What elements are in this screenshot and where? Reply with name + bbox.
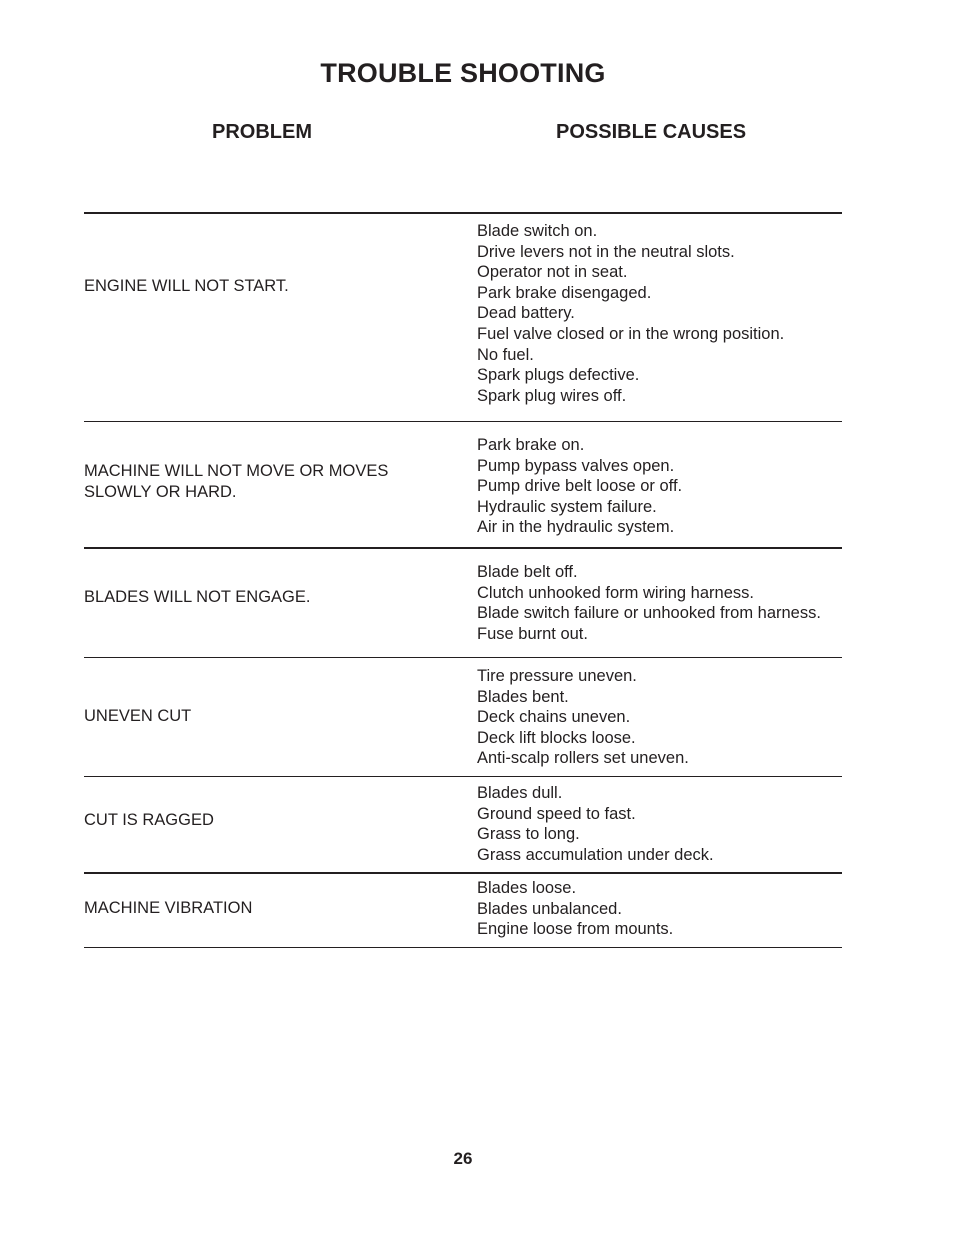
problem-text: ENGINE WILL NOT START. bbox=[84, 277, 289, 295]
cause-item: Pump drive belt loose or off. bbox=[477, 477, 683, 496]
cause-item: Deck lift blocks loose. bbox=[477, 728, 636, 747]
page-title: TROUBLE SHOOTING bbox=[320, 58, 606, 88]
cause-item: Park brake on. bbox=[477, 436, 585, 454]
possible-causes-column-header: POSSIBLE CAUSES bbox=[556, 121, 747, 143]
table-row bbox=[84, 776, 842, 872]
cause-item: Blades bent. bbox=[477, 687, 569, 706]
cause-item: Grass to long. bbox=[477, 825, 580, 844]
causes-cell bbox=[477, 221, 847, 406]
causes-cell bbox=[477, 878, 847, 940]
cause-item: Blades dull. bbox=[477, 784, 563, 802]
table-row bbox=[84, 212, 842, 421]
table-row bbox=[84, 872, 842, 946]
cause-item: Pump bypass valves open. bbox=[477, 456, 675, 475]
cause-item: Fuse burnt out. bbox=[477, 624, 588, 643]
problem-cell bbox=[84, 587, 444, 608]
cause-item: Fuel valve closed or in the wrong position. bbox=[477, 324, 785, 343]
cause-item: Hydraulic system failure. bbox=[477, 497, 657, 516]
causes-cell bbox=[477, 435, 847, 538]
cause-item: Tire pressure uneven. bbox=[477, 667, 637, 685]
cause-item: Drive levers not in the neutral slots. bbox=[477, 242, 735, 261]
cause-item: Park brake disengaged. bbox=[477, 283, 652, 302]
cause-item: Spark plugs defective. bbox=[477, 366, 640, 385]
problem-cell bbox=[84, 810, 444, 831]
cause-item: Dead battery. bbox=[477, 304, 575, 323]
problem-cell bbox=[84, 706, 444, 727]
page-number: 26 bbox=[453, 1149, 473, 1168]
cause-item: No fuel. bbox=[477, 345, 534, 364]
table-row bbox=[84, 547, 842, 657]
cause-item: Anti-scalp rollers set uneven. bbox=[477, 749, 689, 768]
cause-item: Blade belt off. bbox=[477, 563, 578, 581]
cause-item: Operator not in seat. bbox=[477, 263, 628, 282]
cause-item: Engine loose from mounts. bbox=[477, 920, 674, 939]
problem-text: BLADES WILL NOT ENGAGE. bbox=[84, 588, 311, 606]
problem-cell bbox=[84, 898, 444, 919]
problem-text: UNEVEN CUT bbox=[84, 707, 192, 725]
table-row bbox=[84, 421, 842, 547]
cause-item: Clutch unhooked form wiring harness. bbox=[477, 583, 754, 602]
problem-text: MACHINE VIBRATION bbox=[84, 899, 253, 917]
troubleshooting-table bbox=[84, 212, 842, 946]
problem-cell bbox=[84, 461, 444, 503]
table-bottom-rule bbox=[84, 947, 842, 948]
cause-item: Ground speed to fast. bbox=[477, 804, 636, 823]
causes-cell bbox=[477, 562, 847, 644]
cause-item: Deck chains uneven. bbox=[477, 708, 631, 727]
cause-item: Grass accumulation under deck. bbox=[477, 845, 714, 864]
causes-cell bbox=[477, 666, 847, 769]
problem-text: CUT IS RAGGED bbox=[84, 811, 214, 829]
problem-text: MACHINE WILL NOT MOVE OR MOVES bbox=[84, 462, 389, 480]
cause-item: Air in the hydraulic system. bbox=[477, 518, 675, 537]
causes-cell bbox=[477, 783, 847, 865]
problem-cell bbox=[84, 276, 444, 297]
cause-item: Spark plug wires off. bbox=[477, 386, 627, 405]
cause-item: Blade switch on. bbox=[477, 222, 598, 240]
problem-column-header: PROBLEM bbox=[212, 121, 312, 143]
cause-item: Blades unbalanced. bbox=[477, 899, 622, 918]
problem-text: SLOWLY OR HARD. bbox=[84, 483, 237, 501]
table-row bbox=[84, 657, 842, 776]
cause-item: Blades loose. bbox=[477, 879, 577, 897]
cause-item: Blade switch failure or unhooked from harness. bbox=[477, 604, 821, 623]
